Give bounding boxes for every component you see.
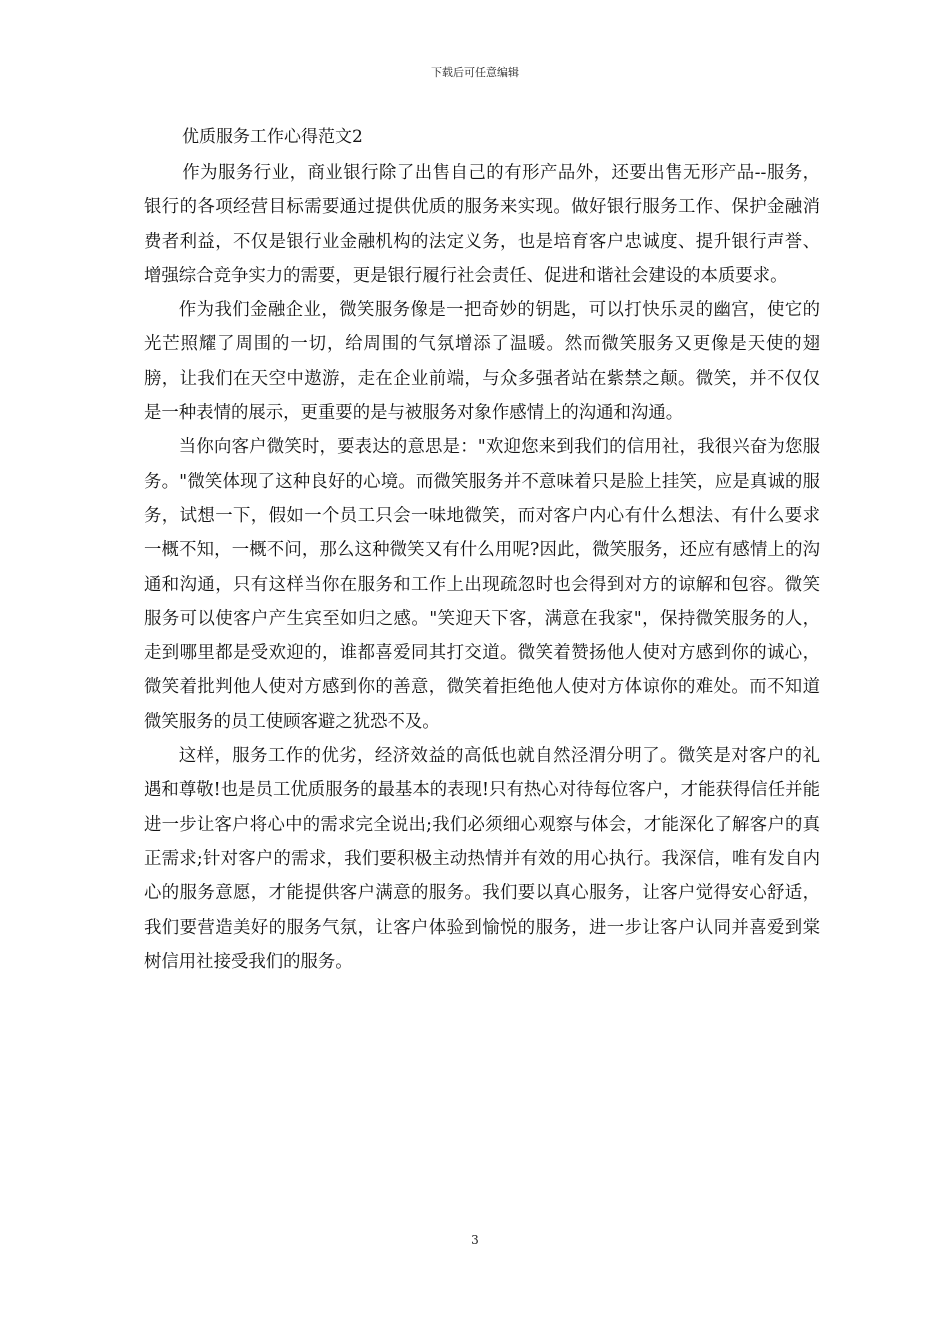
page-number: 3 [471,1233,479,1247]
document-title: 优质服务工作心得范文2 [182,127,363,147]
paragraph-1: 作为服务行业，商业银行除了出售自己的有形产品外，还要出售无形产品--服务，银行的各项经营目标需要通过提供优质的服务来实现。做好银行服务工作、保护金融消费者利益，不仅是银行业金融机构的法定义务，也是培育客户忠诚度、提升银行声誉、增强综合竞争实力的需要，更是银行履行社会责任、促进和谐社会建设的本质要求。 [144,163,820,286]
paragraph-4: 这样，服务工作的优劣，经济效益的高低也就自然泾渭分明了。微笑是对客户的礼遇和尊敬!也是员工优质服务的最基本的表现!只有热心对待每位客户，才能获得信任并能进一步让客户将心中的需求完全说出;我们必须细心观察与体会，才能深化了解客户的真正需求;针对客户的需求，我们要积极主动热情并有效的用心执行。我深信，唯有发自内心的服务意愿，才能提供客户满意的服务。我们要以真心服务，让客户觉得安心舒适，我们要营造美好的服务气氛，让客户体验到愉悦的服务，进一步让客户认同并喜爱到棠树信用社接受我们的服务。 [144,746,820,972]
paragraph-3: 当你向客户微笑时，要表达的意思是："欢迎您来到我们的信用社，我很兴奋为您服务。"微笑体现了这种良好的心境。而微笑服务并不意味着只是脸上挂笑，应是真诚的服务，试想一下，假如一个员工只会一味地微笑，而对客户内心有什么想法、有什么要求一概不知，一概不问，那么这种微笑又有什么用呢?因此，微笑服务，还应有感情上的沟通和沟通，只有这样当你在服务和工作上出现疏忽时也会得到对方的谅解和包容。微笑服务可以使客户产生宾至如归之感。"笑迎天下客，满意在我家"，保持微笑服务的人，走到哪里都是受欢迎的，谁都喜爱同其打交道。微笑着赞扬他人使对方感到你的诚心，微笑着批判他人使对方感到你的善意，微笑着拒绝他人使对方体谅你的难处。而不知道微笑服务的员工使顾客避之犹恐不及。 [144,437,820,732]
document-body [144,124,820,979]
paragraph-2: 作为我们金融企业，微笑服务像是一把奇妙的钥匙，可以打快乐灵的幽宫，使它的光芒照耀了周围的一切，给周围的气氛增添了温暖。然而微笑服务又更像是天使的翅膀，让我们在天空中遨游，走在企业前端，与众多强者站在紫禁之颠。微笑，并不仅仅是一种表情的展示，更重要的是与被服务对象作感情上的沟通和沟通。 [144,300,820,424]
page-header: 下载后可任意编辑 [431,66,519,79]
